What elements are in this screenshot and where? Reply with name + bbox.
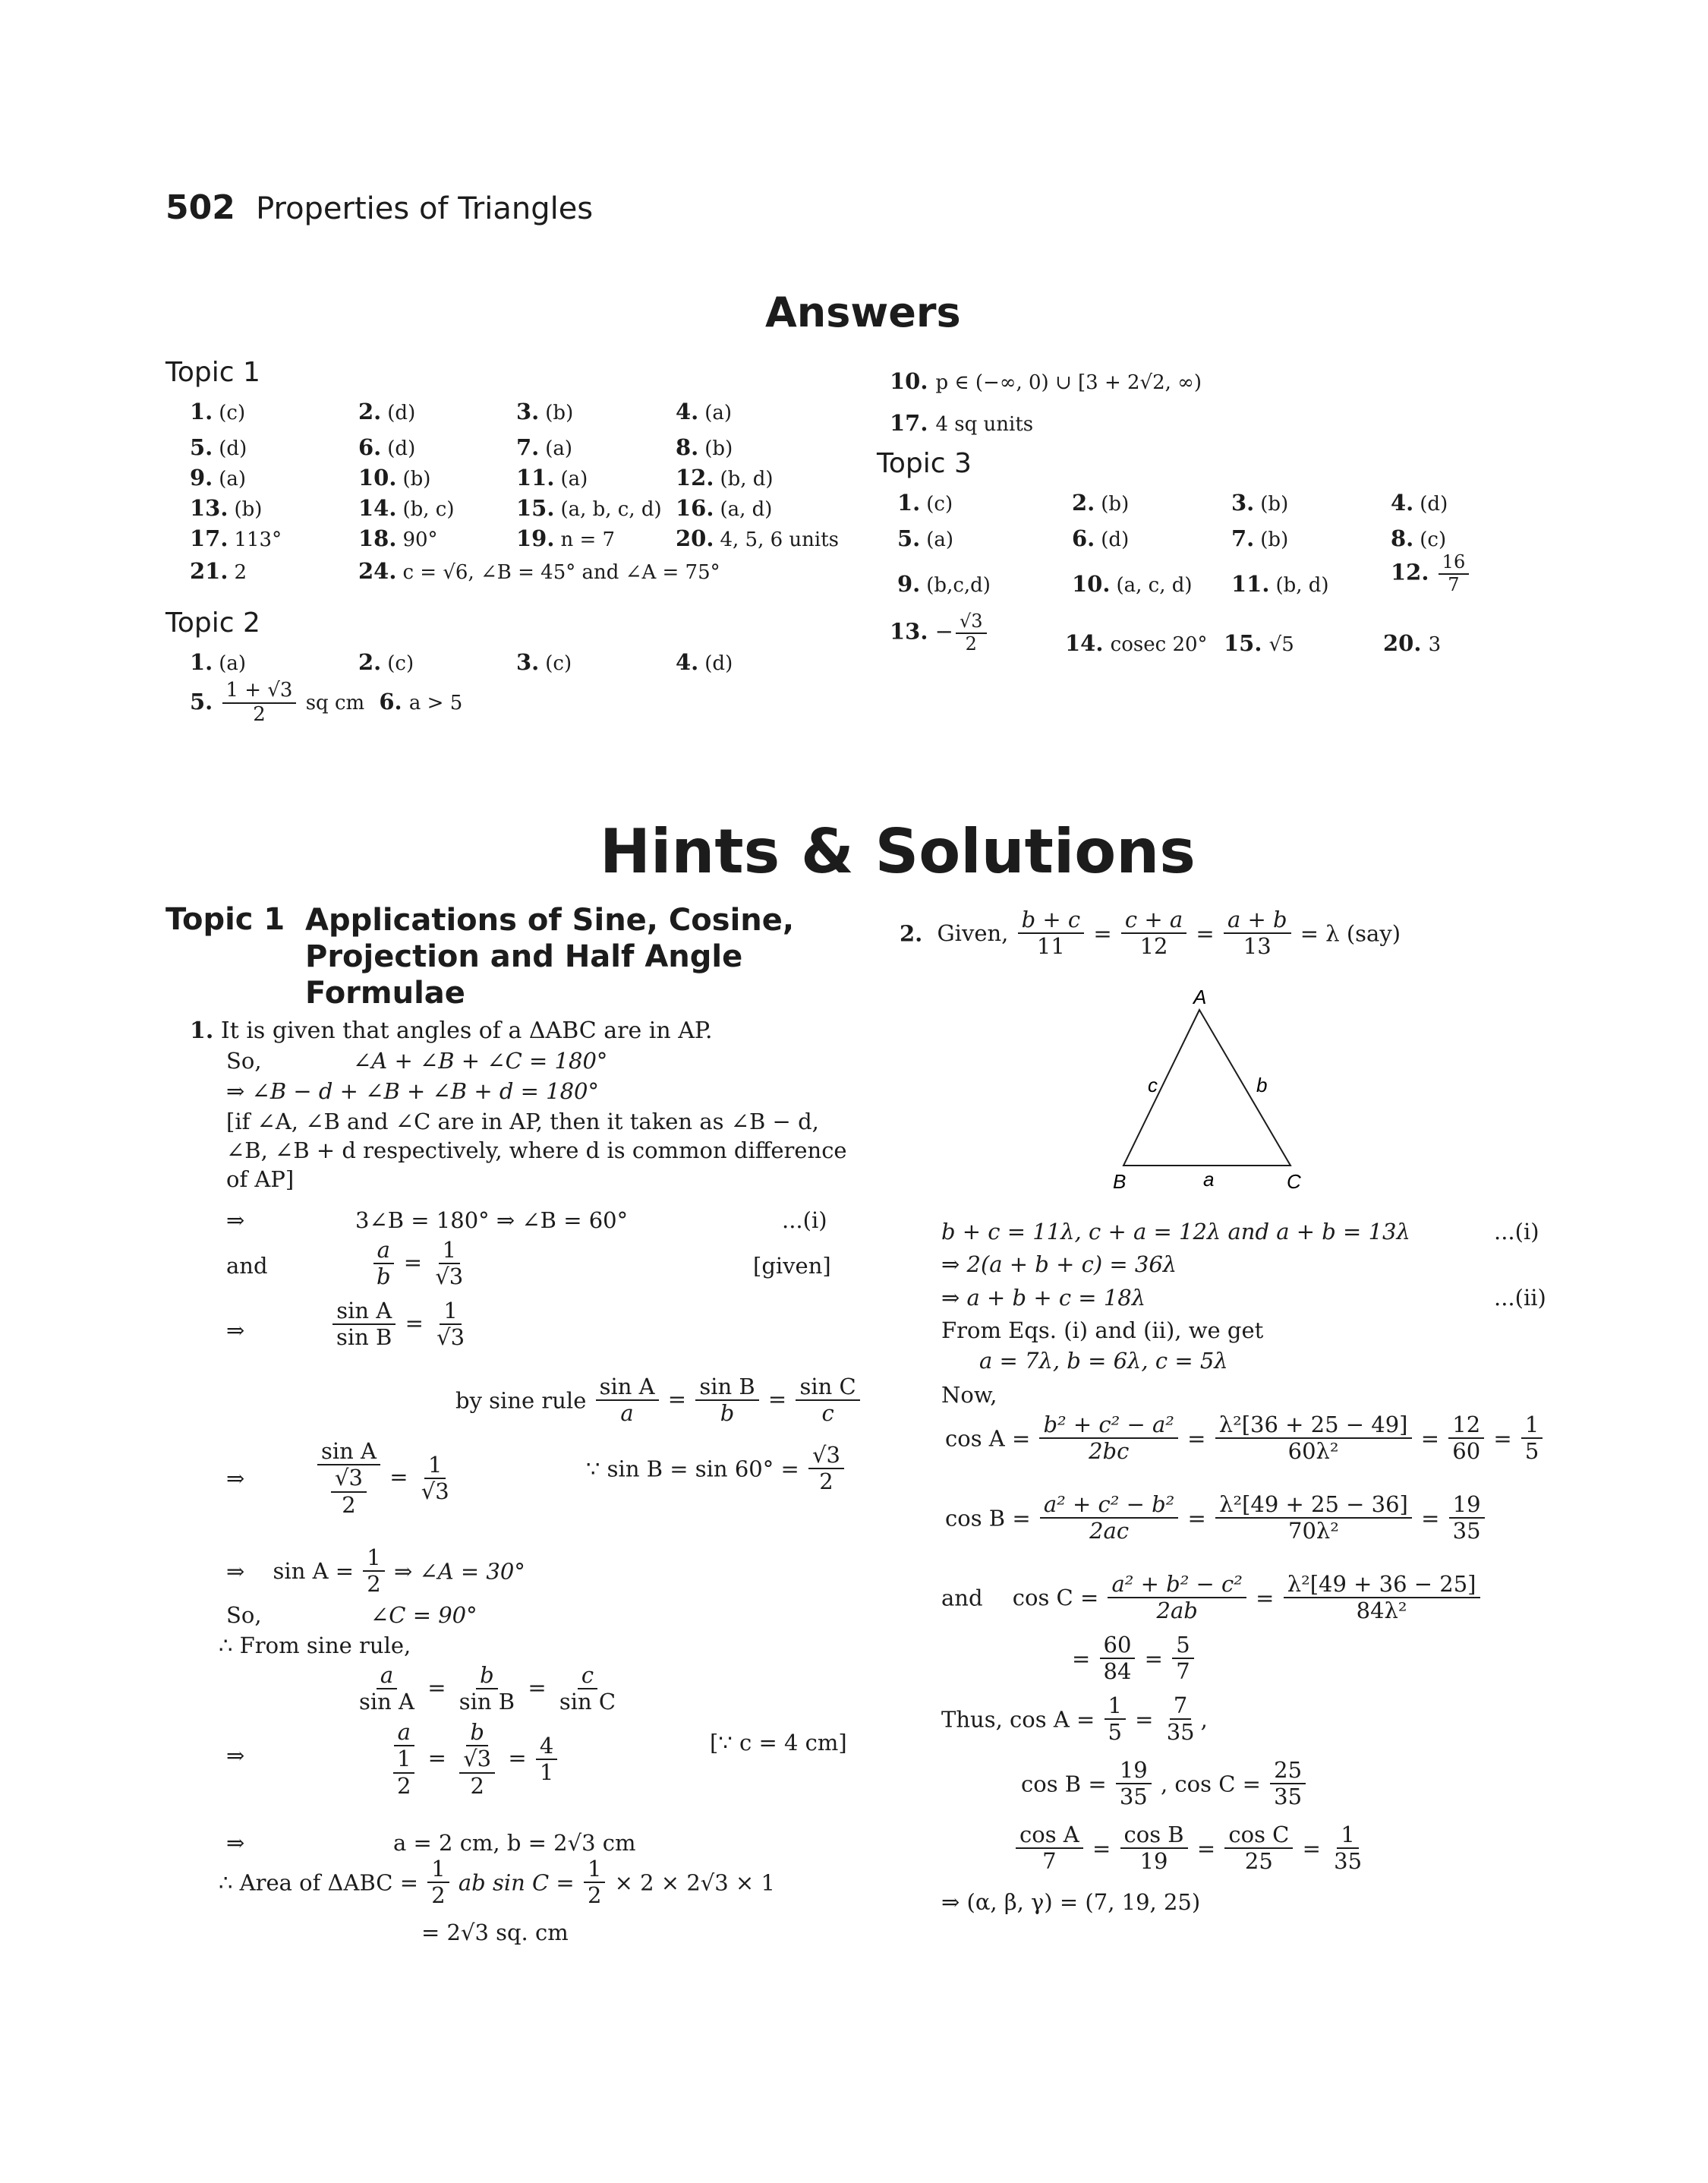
- answer-t1-item: 15. (a, b, c, d): [516, 495, 662, 521]
- answer-t1-item: 5. (d): [190, 434, 247, 460]
- answer-t1-item: 16. (a, d): [676, 495, 773, 521]
- answers-topic1-title: Topic 1: [165, 357, 260, 388]
- answer-t1-item: 14. (b, c): [358, 495, 455, 521]
- answer-t1-item: 18. 90°: [358, 525, 438, 551]
- answer-t1-item: 6. (d): [358, 434, 416, 460]
- answer-t1-item: 10. (b): [358, 465, 431, 491]
- side-c: c: [1148, 1074, 1158, 1096]
- answer-t3-item: 10. (a, c, d): [1072, 571, 1193, 597]
- hints-heading: Hints & Solutions: [600, 816, 1196, 887]
- answer-t3-q12: 12. $\frac{16}{7}$: [1391, 552, 1471, 595]
- answer-t1-item: 21. 2: [190, 558, 247, 584]
- answer-t2-item: 4. (d): [676, 649, 733, 675]
- answer-t1-item: 17. 113°: [190, 525, 282, 551]
- page-header: [165, 188, 593, 227]
- chapter-title: Properties of Triangles: [256, 191, 594, 226]
- cosC-line: and cos C = $\frac{\text{a² + b² − c²}}{2ab}$ = $\frac{\text{λ²[49 + 36 − 25]}}{\text{84λ²}}$: [941, 1572, 1483, 1624]
- answer-t2-item: 1. (a): [190, 649, 247, 675]
- answers-heading: Answers: [765, 289, 961, 336]
- cosA-line: cos A = $\frac{\text{b² + c² − a²}}{2bc}$ = $\frac{\text{λ²[36 + 25 − 49]}}{\text{60λ²}}$ = $\frac{12}{60}$ = $\frac{1}{5}$: [945, 1412, 1545, 1465]
- answer-t3-q20: 20. 3: [1383, 630, 1442, 656]
- page-number: 502: [165, 188, 235, 227]
- vertex-B: B: [1113, 1170, 1127, 1193]
- answer-t3-item: 11. (b, d): [1231, 571, 1329, 597]
- hints-topic-title: Applications of Sine, Cosine, Projection and Half Angle Formulae: [305, 903, 795, 1011]
- answer-t1-item: 20. 4, 5, 6 units: [676, 525, 839, 551]
- answer-t1-item: 19. n = 7: [516, 525, 616, 551]
- answer-t1-item: 3. (b): [516, 399, 574, 424]
- answer-t3-item: 4. (d): [1391, 490, 1448, 516]
- answer-t3-item: 7. (b): [1231, 525, 1289, 551]
- answer-t1-item: 4. (a): [676, 399, 733, 424]
- answer-t3-q13: 13. − $\frac{√3}{2}$: [890, 611, 989, 655]
- answer-t1-item: 7. (a): [516, 434, 573, 460]
- answer-t1-cont-item: 17. 4 sq units: [890, 410, 1034, 436]
- answer-t1-item: 1. (c): [190, 399, 246, 424]
- answer-t1-item: 2. (d): [358, 399, 416, 424]
- side-a: a: [1203, 1168, 1215, 1191]
- vertex-C: C: [1287, 1170, 1301, 1193]
- answer-t2-item: 3. (c): [516, 649, 572, 675]
- answer-t3-item: 8. (c): [1391, 525, 1447, 551]
- answer-t1-item: 11. (a): [516, 465, 588, 491]
- answer-t1-item: 13. (b): [190, 495, 263, 521]
- triangle-diagram: [1108, 987, 1321, 1200]
- answer-t3-item: 9. (b,c,d): [897, 571, 991, 597]
- answer-t1-cont-item: 10. p ∈ (−∞, 0) ∪ [3 + 2√2, ∞): [890, 368, 1202, 394]
- answer-t3-item: 2. (b): [1072, 490, 1130, 516]
- answer-t1-item: 24. c = √6, ∠B = 45° and ∠A = 75°: [358, 558, 720, 584]
- answer-t2-item: 2. (c): [358, 649, 414, 675]
- answer-t2-q5: 5. $\frac{1 + √3}{2}$ sq cm 6. a > 5: [190, 679, 463, 726]
- hints-topic-label: Topic 1: [165, 902, 285, 937]
- answer-t3-q14: 14. cosec 20°: [1065, 630, 1208, 656]
- answers-topic3-title: Topic 3: [877, 448, 972, 479]
- answer-t1-item: 9. (a): [190, 465, 247, 491]
- side-b: b: [1256, 1074, 1268, 1096]
- answer-t1-item: 12. (b, d): [676, 465, 774, 491]
- answer-t1-item: 8. (b): [676, 434, 733, 460]
- vertex-A: A: [1193, 987, 1207, 1008]
- sol1-sinA-line: ⇒ sin A = $\frac{1}{2}$ ⇒ ∠A = 30°: [226, 1544, 525, 1598]
- answer-t3-q15: 15. √5: [1224, 630, 1294, 656]
- answer-t3-item: 5. (a): [897, 525, 954, 551]
- answers-topic2-title: Topic 2: [165, 607, 260, 639]
- answer-t3-item: 6. (d): [1072, 525, 1130, 551]
- cosB-line: cos B = $\frac{\text{a² + c² − b²}}{2ac}$ = $\frac{\text{λ²[49 + 25 − 36]}}{\text{70λ²}}$ = $\frac{19}{35}$: [945, 1492, 1487, 1544]
- answer-t3-item: 3. (b): [1231, 490, 1289, 516]
- answer-t3-item: 1. (c): [897, 490, 953, 516]
